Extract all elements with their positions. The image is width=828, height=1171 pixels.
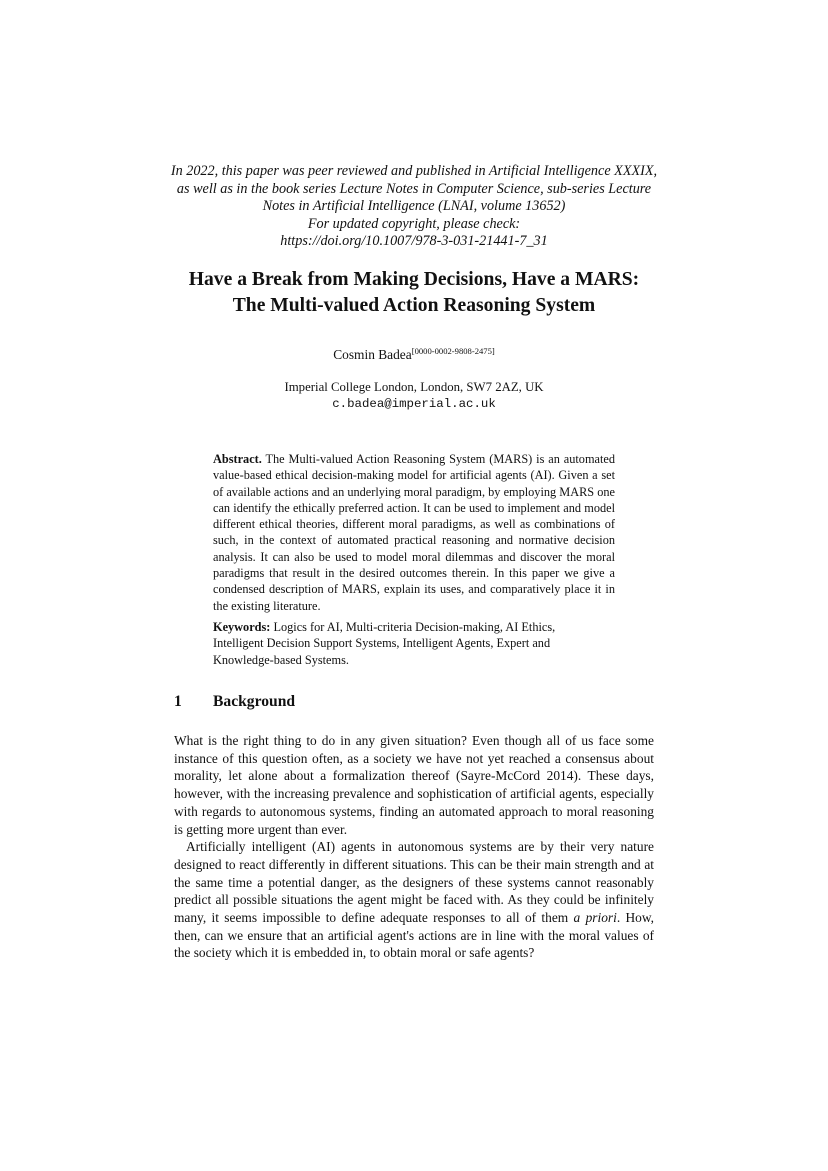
publication-notice — [140, 163, 688, 251]
notice-line: For updated copyright, please check: — [307, 215, 521, 232]
body-text — [174, 732, 654, 962]
abstract-label: Abstract. — [213, 452, 262, 466]
body-paragraph-2-end: . How, then, can we ensure that an artificial agent's actions are in line with the moral values of the society which it is embedded in, to obtain moral or safe agents? — [174, 910, 655, 961]
keywords-text: Logics for AI, Multi-criteria Decision-making, AI Ethics, Intelligent Decision Support Systems, Intelligent Agents, Expert and Knowledge-based Systems. — [213, 620, 556, 667]
title-line-2: The Multi-valued Action Reasoning System — [232, 295, 596, 316]
title-line-1: Have a Break from Making Decisions, Have a MARS: — [188, 269, 640, 290]
body-paragraph-2-text: Artificially intelligent (AI) agents in autonomous systems are by their very nature designed to react differently in different situations. This can be their main strength and at the same time a potential danger, as the designers of these systems cannot reasonably predict all possible situations the agent might be faced with. As they could be infinitely many, it seems impossible to define adequate responses to all of them — [174, 839, 654, 926]
abstract — [213, 451, 615, 614]
author-orcid[interactable]: [0000-0002-9808-2475] — [411, 346, 495, 356]
section-number: 1 — [174, 693, 182, 710]
author-name: Cosmin Badea — [333, 347, 412, 362]
section-title: Background — [213, 693, 296, 710]
affiliation-institution: Imperial College London, London, SW7 2AZ, UK — [284, 380, 544, 394]
body-paragraph-2-italic: a priori — [573, 910, 617, 926]
notice-line: Notes in Artificial Intelligence (LNAI, volume 13652) — [262, 198, 566, 215]
author-line — [200, 346, 628, 364]
notice-line: In 2022, this paper was peer reviewed and published in Artificial Intelligence XXXIX, — [170, 163, 658, 179]
affiliation-block — [200, 379, 628, 412]
keywords-label: Keywords: — [213, 620, 271, 634]
keywords — [213, 619, 599, 668]
body-paragraph-2 — [174, 838, 654, 962]
paper-title — [100, 267, 728, 319]
notice-doi-link[interactable]: https://doi.org/10.1007/978-3-031-21441-7_31 — [280, 233, 548, 250]
abstract-text: The Multi-valued Action Reasoning System (MARS) is an automated value-based ethical decision-making model for artificial agents (AI). Given a set of available actions and an underlying moral paradigm, by employing MARS one can identify the ethically preferred action. It can be used to implement and model different ethical theories, different moral paradigms, as well as combinations of such, in the context of automated practical reasoning and normative decision analysis. It can also be used to model moral dilemmas and discover the moral paradigms that result in the desired outcomes therein. In this paper we give a condensed description of MARS, explain its uses, and comparatively place it in the existing literature. — [213, 452, 615, 613]
notice-line: as well as in the book series Lecture Notes in Computer Science, sub-series Lecture — [176, 180, 652, 197]
section-heading — [174, 691, 654, 713]
body-paragraph-1: What is the right thing to do in any given situation? Even though all of us face some instance of this question often, as a society we have not yet reached a consensus about morality, let alone about a formalization thereof (Sayre-McCord 2014). These days, however, with the increasing prevalence and sophistication of artificial agents, especially with regards to autonomous systems, finding an automated approach to moral reasoning is getting more urgent than ever. — [174, 733, 654, 837]
author-email[interactable]: c.badea@imperial.ac.uk — [332, 396, 496, 411]
